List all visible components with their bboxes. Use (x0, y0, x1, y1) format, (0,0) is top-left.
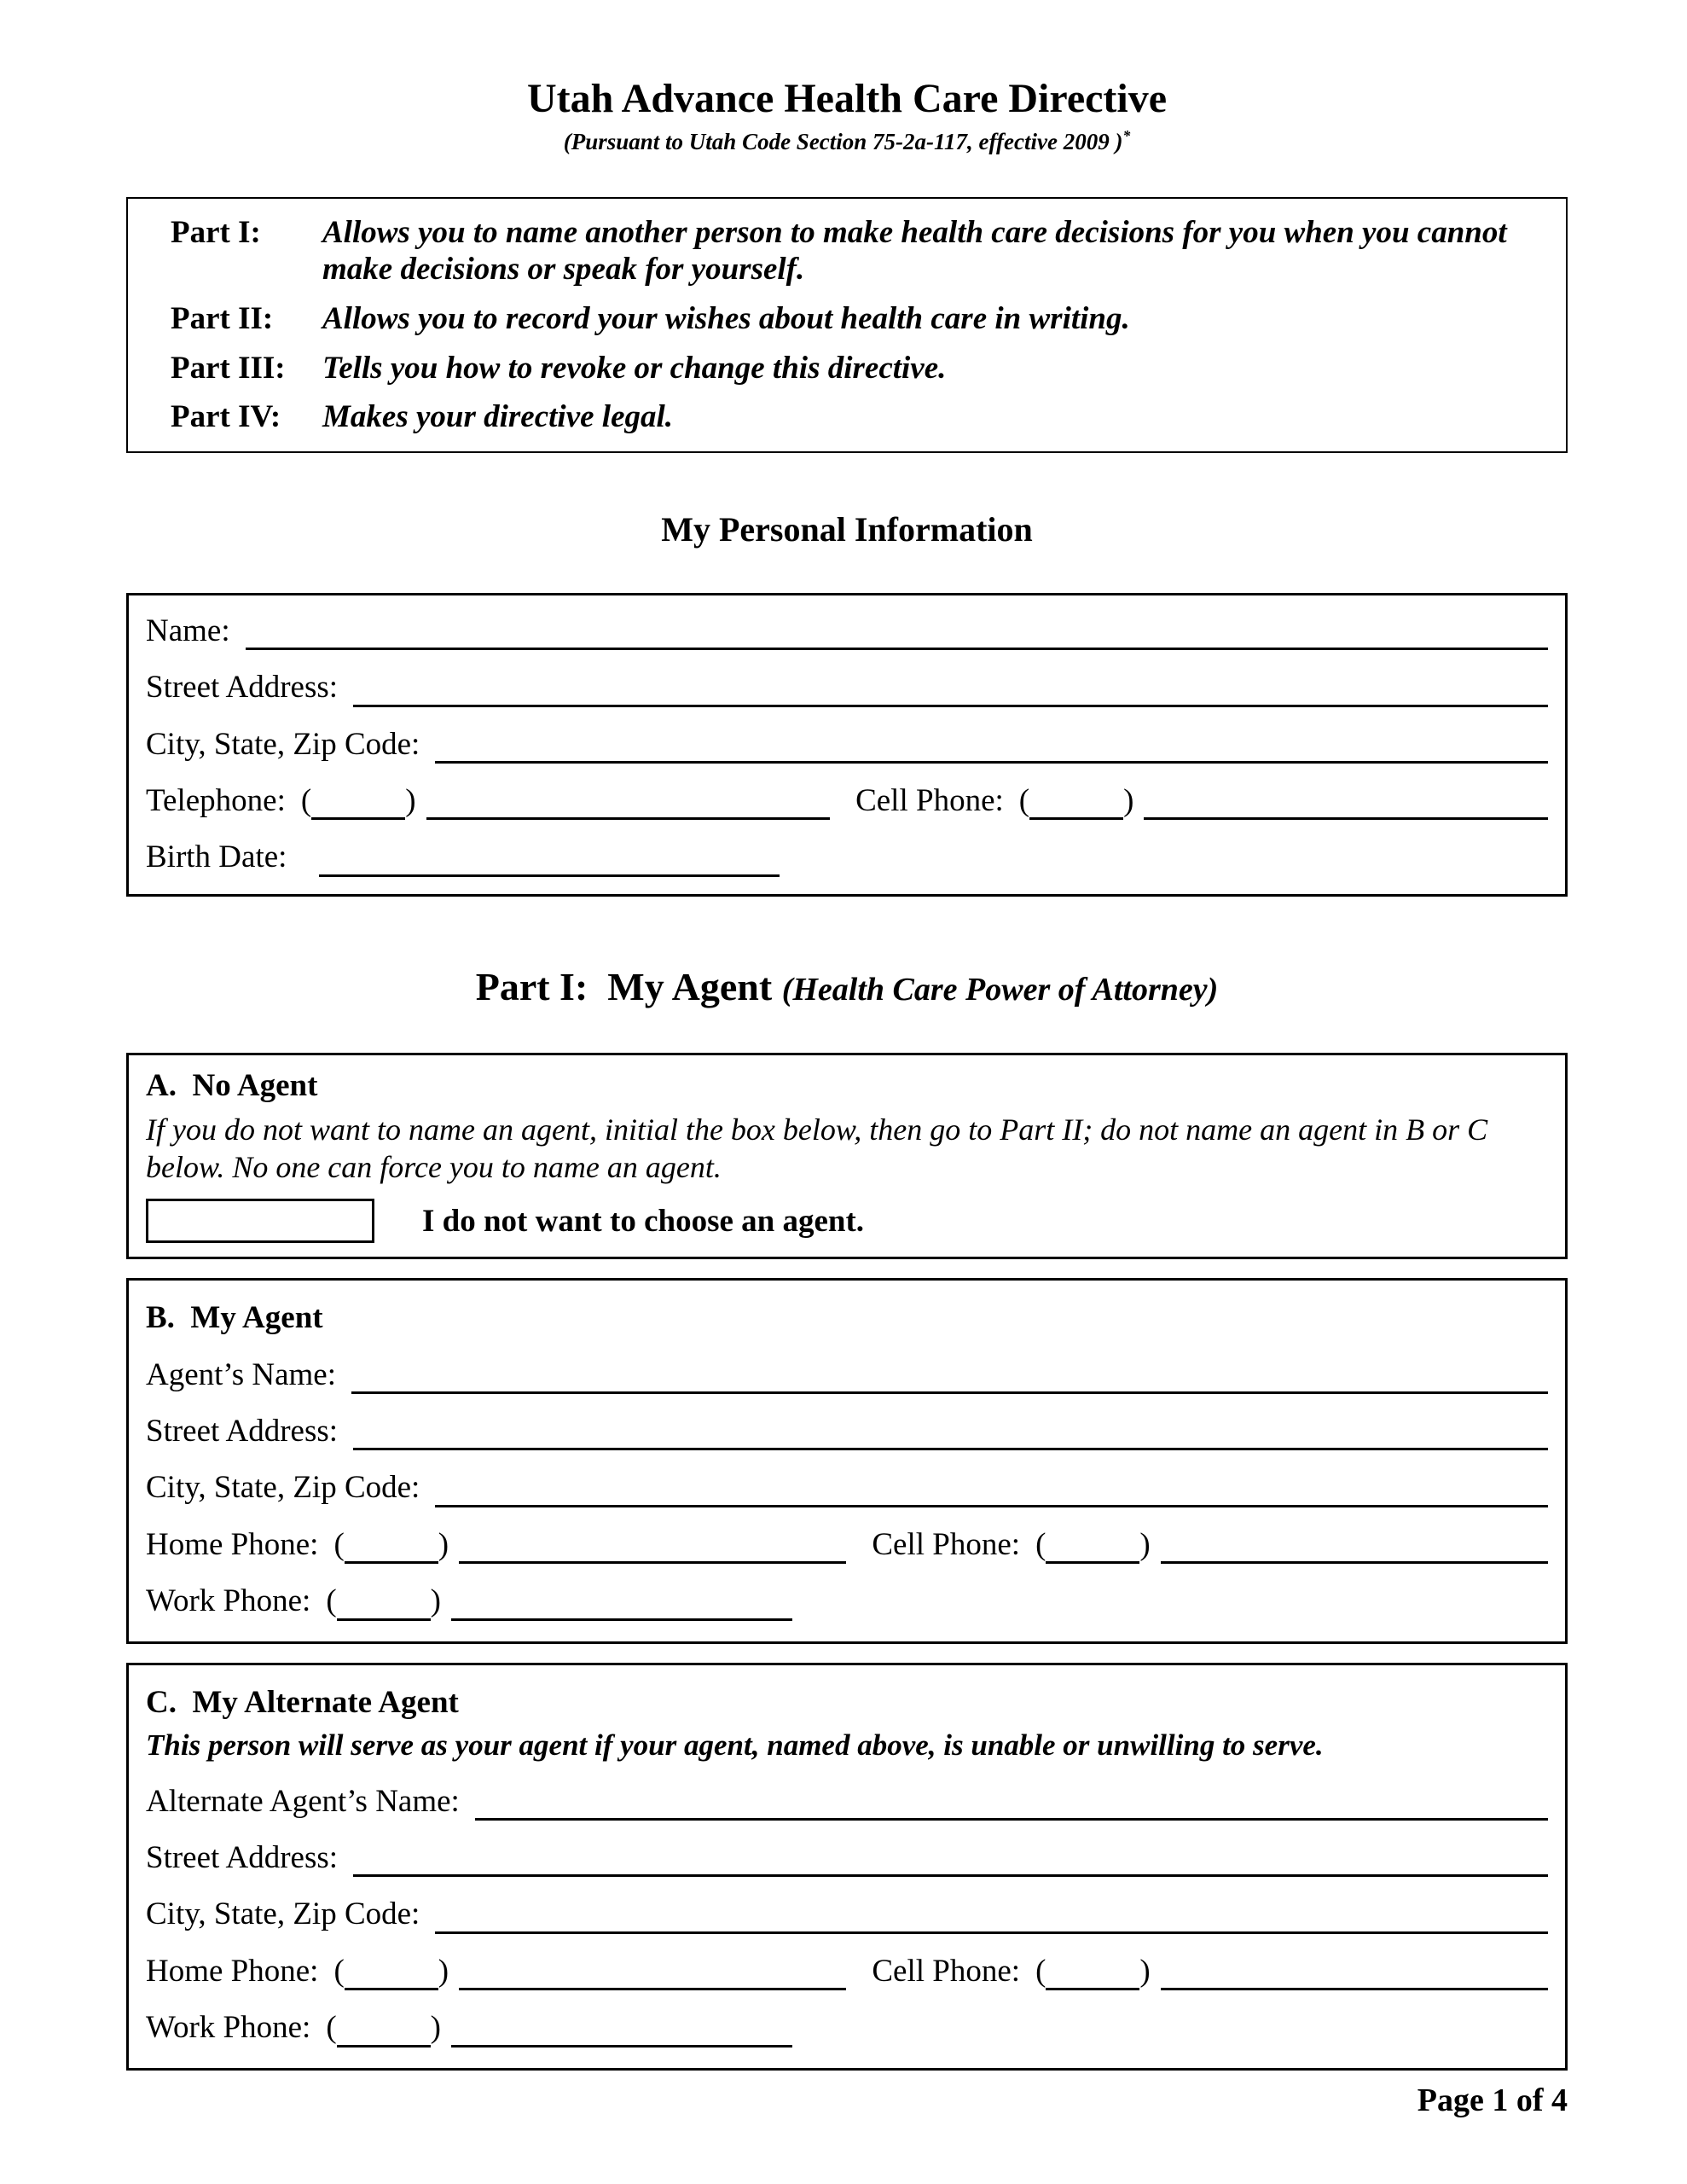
paren-close: ) (438, 1526, 449, 1562)
alt-agent-home-phone-input[interactable] (459, 1953, 846, 1990)
page-number: Page 1 of 4 (1417, 2082, 1568, 2118)
agent-street-address-input[interactable] (353, 1413, 1548, 1450)
paren-open: ( (333, 1953, 345, 1989)
street-address-input[interactable] (353, 669, 1548, 706)
alt-agent-name-input[interactable] (475, 1783, 1548, 1821)
agent-name-field-row (146, 1356, 1548, 1394)
birth-date-input[interactable] (319, 839, 780, 876)
page-title: Utah Advance Health Care Directive (526, 76, 1168, 121)
birth-date-field-label: Birth Date: (146, 839, 287, 875)
part1-heading (126, 963, 1568, 1010)
paren-open: ( (1035, 1526, 1046, 1562)
agent-heading: B. My Agent (146, 1300, 323, 1336)
agent-cell-phone-field-label: Cell Phone: (872, 1526, 1021, 1562)
agent-work-phone-field-row (146, 1583, 1548, 1620)
paren-close: ) (430, 1583, 441, 1619)
part-row (171, 214, 1532, 288)
paren-open: ( (300, 783, 312, 819)
paren-close: ) (1139, 1953, 1151, 1989)
cell-phone-field-label: Cell Phone: (855, 783, 1004, 819)
agent-name-field-label: Agent’s Name: (146, 1356, 336, 1392)
name-input[interactable] (246, 613, 1548, 650)
agent-street-address-field-label: Street Address: (146, 1413, 339, 1449)
alt-agent-work-phone-field-label: Work Phone: (146, 2010, 311, 2046)
alt-agent-street-address-field-row (146, 1839, 1548, 1877)
name-field-row (146, 613, 1548, 650)
alternate-agent-instruction: This person will serve as your agent if your agent, named above, is unable or unwilling to serve. (146, 1728, 1324, 1762)
agent-home-area-code-group (333, 1526, 449, 1564)
agent-name-input[interactable] (351, 1356, 1548, 1394)
no-agent-instruction: If you do not want to name an agent, initial the box below, then go to Part II; do not name an agent in B or C below. No one can force you to name an agent. (146, 1112, 1488, 1185)
part-label: Part IV: (171, 399, 281, 435)
paren-close: ) (430, 2010, 441, 2046)
no-agent-initials-box[interactable] (146, 1199, 374, 1243)
alt-agent-home-phone-field-label: Home Phone: (146, 1953, 319, 1989)
alt-agent-city-state-zip-field-label: City, State, Zip Code: (146, 1896, 420, 1932)
agent-cell-area-code-group (1035, 1526, 1151, 1564)
part-label: Part III: (171, 350, 286, 386)
part-label: Part II: (171, 300, 274, 336)
alt-agent-work-area-code-input[interactable] (337, 2009, 431, 2047)
paren-close: ) (405, 783, 416, 819)
paren-close: ) (1139, 1526, 1151, 1562)
telephone-area-code-input[interactable] (311, 782, 405, 820)
agent-home-phone-field-row (146, 1526, 1548, 1564)
alternate-agent-box (126, 1663, 1568, 2071)
street-address-field-label: Street Address: (146, 670, 339, 706)
cell-phone-area-code-group (1019, 782, 1134, 820)
agent-city-state-zip-field-label: City, State, Zip Code: (146, 1470, 420, 1506)
cell-phone-number-input[interactable] (1144, 782, 1548, 820)
agent-city-state-zip-input[interactable] (435, 1469, 1548, 1507)
part-label: Part I: (171, 214, 261, 250)
alt-agent-home-phone-field-row (146, 1953, 1548, 1990)
paren-close: ) (1123, 783, 1134, 819)
no-agent-checkbox-label: I do not want to choose an agent. (422, 1203, 865, 1239)
no-agent-heading: A. No Agent (146, 1068, 318, 1103)
part-description: Allows you to record your wishes about health care in writing. (322, 300, 1130, 336)
alt-agent-home-area-code-input[interactable] (345, 1953, 438, 1990)
city-state-zip-field-label: City, State, Zip Code: (146, 726, 420, 762)
part-row (171, 300, 1532, 338)
part-row (171, 350, 1532, 387)
personal-info-heading: My Personal Information (661, 509, 1033, 549)
alternate-agent-heading: C. My Alternate Agent (146, 1684, 459, 1720)
agent-work-phone-field-label: Work Phone: (146, 1583, 311, 1619)
alt-agent-name-field-label: Alternate Agent’s Name: (146, 1783, 460, 1819)
paren-open: ( (326, 1583, 337, 1619)
agent-home-phone-input[interactable] (459, 1526, 846, 1564)
agent-box (126, 1278, 1568, 1643)
alt-agent-city-state-zip-field-row (146, 1896, 1548, 1933)
agent-work-area-code-group (326, 1583, 441, 1620)
agent-cell-area-code-input[interactable] (1046, 1526, 1139, 1564)
part1-heading-main: Part I: My Agent (475, 964, 782, 1008)
agent-home-area-code-input[interactable] (345, 1526, 438, 1564)
alt-agent-cell-phone-input[interactable] (1161, 1953, 1548, 1990)
cell-phone-area-code-input[interactable] (1029, 782, 1123, 820)
alt-agent-name-field-row (146, 1783, 1548, 1821)
telephone-area-code-group (301, 782, 416, 820)
agent-work-area-code-input[interactable] (337, 1583, 431, 1620)
agent-city-state-zip-field-row (146, 1469, 1548, 1507)
agent-street-address-field-row (146, 1413, 1548, 1450)
paren-open: ( (326, 2010, 337, 2046)
alt-agent-cell-area-code-input[interactable] (1046, 1953, 1139, 1990)
part-description: Tells you how to revoke or change this directive. (322, 350, 947, 386)
no-agent-box (126, 1053, 1568, 1259)
page-subtitle (126, 127, 1568, 155)
part-description: Makes your directive legal. (322, 399, 674, 435)
alt-agent-work-area-code-group (326, 2009, 441, 2047)
paren-close: ) (438, 1953, 449, 1989)
alt-agent-work-phone-input[interactable] (451, 2009, 792, 2047)
no-agent-initials-row (146, 1199, 1548, 1243)
alt-agent-cell-phone-field-label: Cell Phone: (872, 1953, 1021, 1989)
part1-heading-sub: (Health Care Power of Attorney) (781, 971, 1219, 1008)
telephone-field-row (146, 782, 1548, 820)
city-state-zip-input[interactable] (435, 726, 1548, 764)
alt-agent-home-area-code-group (333, 1953, 449, 1990)
name-field-label: Name: (146, 613, 230, 648)
parts-overview-box (126, 197, 1568, 453)
paren-open: ( (333, 1526, 345, 1562)
street-address-field-row (146, 669, 1548, 706)
city-state-zip-field-row (146, 726, 1548, 764)
alt-agent-street-address-input[interactable] (353, 1839, 1548, 1877)
alt-agent-work-phone-field-row (146, 2009, 1548, 2047)
birth-date-field-row (146, 839, 1548, 876)
agent-work-phone-input[interactable] (451, 1583, 792, 1620)
paren-open: ( (1018, 783, 1030, 819)
telephone-number-input[interactable] (426, 782, 831, 820)
alt-agent-cell-area-code-group (1035, 1953, 1151, 1990)
agent-home-phone-field-label: Home Phone: (146, 1526, 319, 1562)
part-row (171, 398, 1532, 436)
part-description: Allows you to name another person to make health care decisions for you when you cannot make decisions or speak for yourself. (322, 214, 1507, 288)
subtitle-text: (Pursuant to Utah Code Section 75-2a-117, effective 2009 ) (563, 129, 1123, 155)
paren-open: ( (1035, 1953, 1046, 1989)
subtitle-footnote-marker: * (1122, 127, 1131, 145)
alt-agent-city-state-zip-input[interactable] (435, 1896, 1548, 1933)
personal-info-box (126, 593, 1568, 897)
telephone-field-label: Telephone: (146, 783, 286, 819)
agent-cell-phone-input[interactable] (1161, 1526, 1548, 1564)
alt-agent-street-address-field-label: Street Address: (146, 1840, 339, 1876)
